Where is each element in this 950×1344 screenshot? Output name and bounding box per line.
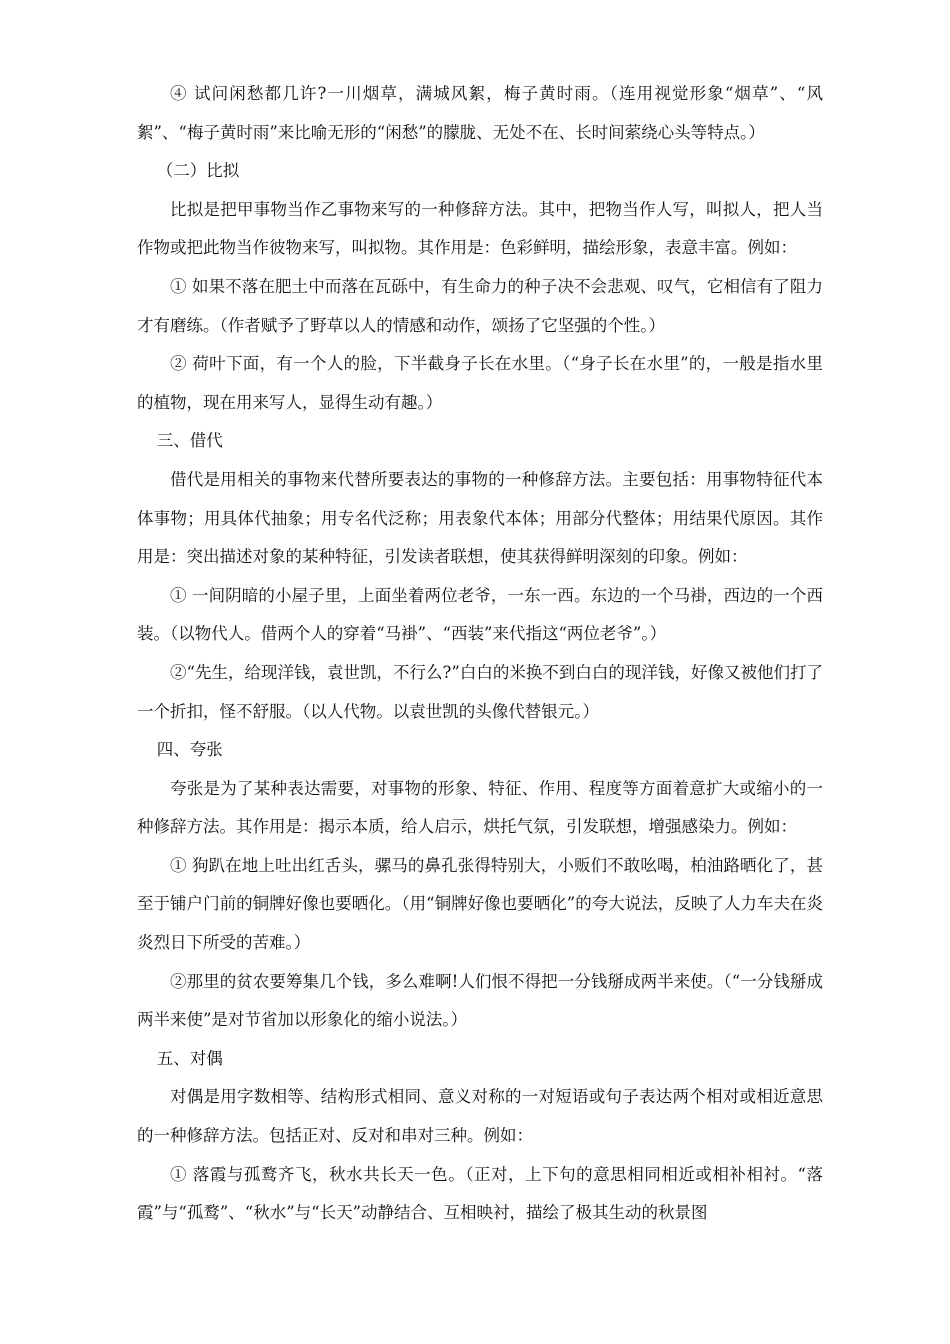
example-paragraph: ① 一间阴暗的小屋子里，上面坐着两位老爷，一东一西。东边的一个马褂，西边的一个西装。（以物代人。借两个人的穿着“马褂”、“西装”来代指这“两位老爷”。）: [137, 585, 823, 644]
document-body: [137, 75, 823, 1233]
body-paragraph: 对偶是用字数相等、结构形式相同、意义对称的一对短语或句子表达两个相对或相近意思的一种修辞方法。包括正对、反对和串对三种。例如：: [137, 1087, 823, 1146]
example-paragraph: ① 如果不落在肥土中而落在瓦砾中，有生命力的种子决不会悲观、叹气，它相信有了阻力才有磨练。（作者赋予了野草以人的情感和动作，颂扬了它坚强的个性。）: [137, 276, 823, 335]
section-heading: 三、借代: [156, 431, 223, 451]
example-paragraph: ② 荷叶下面，有一个人的脸，下半截身子长在水里。（“身子长在水里”的，一般是指水里的植物，现在用来写人，显得生动有趣。）: [137, 354, 823, 412]
section-heading: 四、夸张: [156, 740, 223, 760]
body-paragraph: 夸张是为了某种表达需要，对事物的形象、特征、作用、程度等方面着意扩大或缩小的一种修辞方法。其作用是：揭示本质，给人启示，烘托气氛，引发联想，增强感染力。例如：: [137, 778, 823, 837]
example-paragraph: ②那里的贫农要筹集几个钱，多么难啊!人们恨不得把一分钱掰成两半来使。（“一分钱掰成两半来使”是对节省加以形象化的缩小说法。）: [137, 971, 823, 1030]
example-paragraph: ④ 试问闲愁都几许?一川烟草，满城风絮，梅子黄时雨。（连用视觉形象“烟草”、“风絮”、“梅子黄时雨”来比喻无形的“闲愁”的朦胧、无处不在、长时间萦绕心头等特点。）: [137, 84, 823, 142]
section-heading: 五、对偶: [156, 1048, 223, 1068]
body-paragraph: 比拟是把甲事物当作乙事物来写的一种修辞方法。其中，把物当作人写，叫拟人，把人当作物或把此物当作彼物来写，叫拟物。其作用是：色彩鲜明，描绘形象，表意丰富。例如：: [137, 199, 823, 258]
example-paragraph: ②“先生，给现洋钱，袁世凯，不行么?”白白的米换不到白白的现洋钱，好像又被他们打了一个折扣，怪不舒服。（以人代物。以袁世凯的头像代替银元。）: [137, 662, 823, 721]
example-paragraph: ① 落霞与孤鹜齐飞，秋水共长天一色。（正对，上下句的意思相同相近或相补相衬。“落霞”与“孤鹜”、“秋水”与“长天”动静结合、互相映衬，描绘了极其生动的秋景图: [137, 1164, 823, 1223]
example-paragraph: ① 狗趴在地上吐出红舌头，骡马的鼻孔张得特别大，小贩们不敢吆喝，柏油路晒化了，甚至于铺户门前的铜牌好像也要晒化。（用“铜牌好像也要晒化”的夸大说法，反映了人力车夫在炎炎烈日下所受的苦难。）: [137, 855, 823, 953]
body-paragraph: 借代是用相关的事物来代替所要表达的事物的一种修辞方法。主要包括：用事物特征代本体事物；用具体代抽象；用专名代泛称；用表象代本体；用部分代整体；用结果代原因。其作用是：突出描述对象的某种特征，引发读者联想，使其获得鲜明深刻的印象。例如：: [137, 469, 823, 567]
section-heading: （二）比拟: [156, 161, 240, 181]
